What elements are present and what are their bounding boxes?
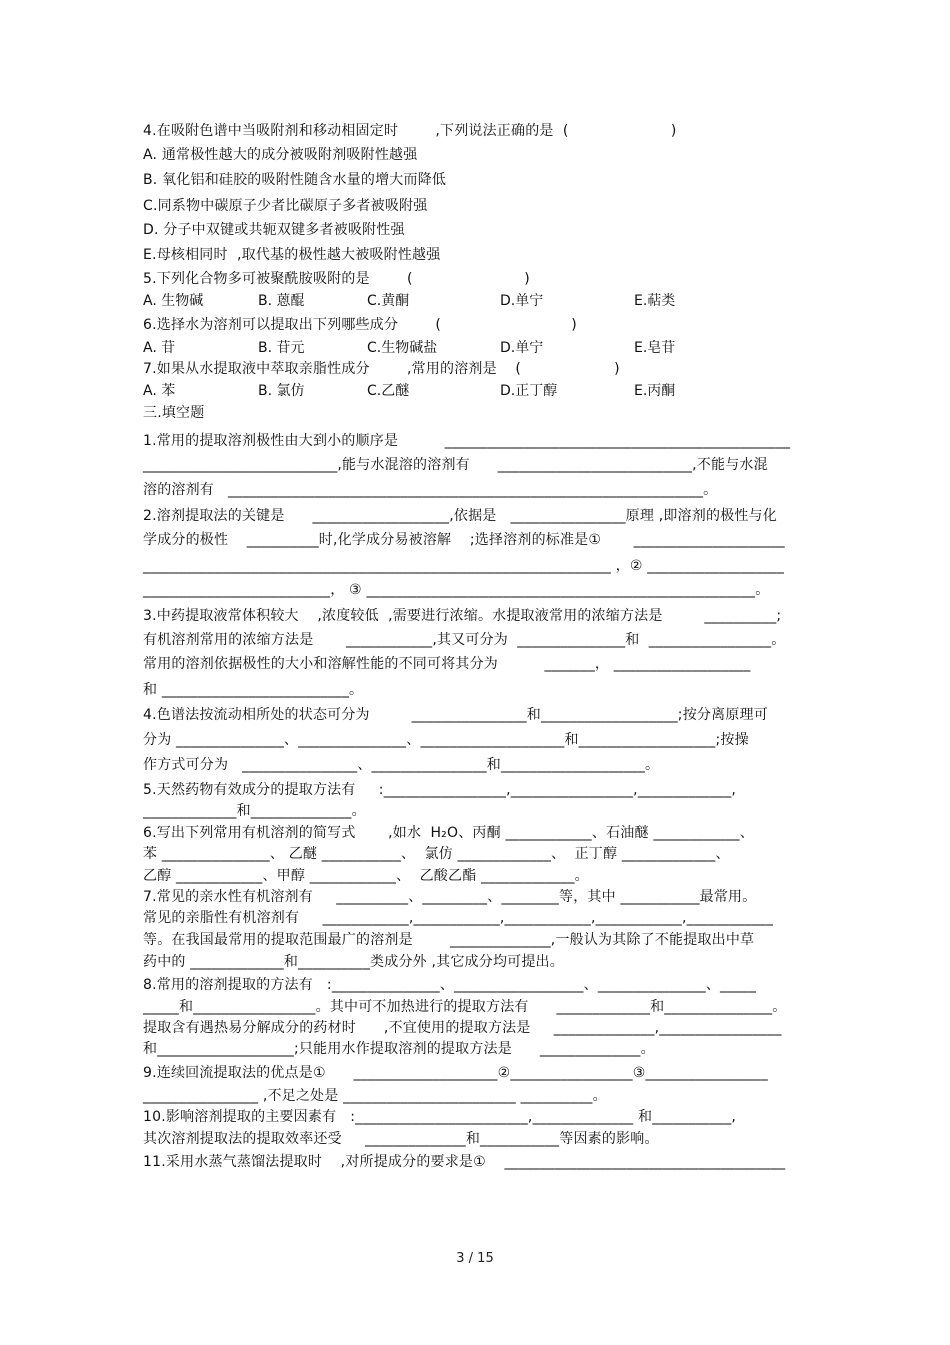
question-5-option-d: D.单宁	[500, 293, 544, 309]
page-number: 3 / 15	[456, 1251, 494, 1266]
question-4-option-a: A. 通常极性越大的成分被吸附剂吸附性越强	[143, 147, 418, 163]
question-5-options	[0, 292, 950, 310]
question-5-stem: 5.下列化合物多可被聚酰胺吸附的是 ( )	[143, 271, 530, 287]
fill-line: ___________________________,能与水混溶的溶剂有 ___________________________,不能与水混	[143, 457, 768, 473]
question-7-option-b: B. 氯仿	[258, 383, 305, 399]
fill-line: 分为 _______________、_______________、____________________和___________________;按操	[143, 732, 749, 748]
question-4-option-d: D. 分子中双键或共轭双键多者被吸附性强	[143, 222, 405, 238]
fill-line: 1.常用的提取溶剂极性由大到小的顺序是 ________________________________________________	[143, 433, 791, 449]
fill-line: 7.常见的亲水性有机溶剂有 __________、_________、________等，其中 ___________最常用。	[143, 889, 757, 905]
fill-line: 10.影响溶剂提取的主要因素有 :________________________,______________ 和___________,	[143, 1109, 737, 1125]
fill-line: 提取含有遇热易分解成分的药材时 ,不宜使用的提取方法是 ______________,_________________	[143, 1020, 782, 1036]
question-5-option-a: A. 生物碱	[143, 293, 204, 309]
question-6-option-e: E.皂苷	[634, 340, 676, 356]
fill-line: 溶的溶剂有 __________________________________________________________________。	[143, 482, 718, 498]
fill-line: 8.常用的溶剂提取的方法有 :_______________、__________________、_______________、_____	[143, 977, 757, 993]
question-4-option-c: C.同系物中碳原子少者比碳原子多者被吸附强	[143, 198, 428, 214]
fill-line: 等。在我国最常用的提取范围最广的溶剂是 ______________,一般认为其除了不能提取出中草	[143, 932, 755, 948]
question-6-option-d: D.单宁	[500, 340, 544, 356]
question-6-stem: 6.选择水为溶剂可以提取出下列哪些成分 ( )	[143, 317, 577, 333]
question-6-option-c: C.生物碱盐	[367, 340, 438, 356]
fill-line: 9.连续回流提取法的优点是① ____________________②_________________③_________________	[143, 1065, 768, 1081]
fill-line: 苯 _______________、 乙醚 ___________、 氯仿 _____________、 正丁醇 _____________、	[143, 846, 730, 862]
question-6-options	[0, 339, 950, 357]
fill-line: 3.中药提取液常体积较大 ,浓度较低 ,需要进行浓缩。水提取液常用的浓缩方法是 __________;	[143, 608, 782, 624]
question-7-option-d: D.正丁醇	[500, 383, 558, 399]
fill-line: 2.溶剂提取法的关键是 ___________________,依据是 ________________原理 ,即溶剂的极性与化	[143, 508, 777, 524]
fill-line: _____________和______________。	[143, 803, 366, 819]
fill-line: 和___________________;只能用水作提取溶剂的提取方法是 ______________。	[143, 1041, 655, 1057]
question-6-option-b: B. 苷元	[258, 340, 305, 356]
fill-line: 作方式可分为 ________________、________________和____________________。	[143, 757, 660, 773]
fill-line: 学成分的极性 __________时,化学成分易被溶解 ;选择溶剂的标准是① _____________________	[143, 532, 785, 548]
fill-line: _________________________________________________________________ ，② ___________________	[143, 558, 785, 574]
question-7-option-e: E.丙酮	[634, 383, 676, 399]
fill-line: 和 __________________________。	[143, 682, 364, 698]
question-5-option-e: E.萜类	[634, 293, 676, 309]
question-5-option-b: B. 蒽醌	[258, 293, 305, 309]
fill-line: 5.天然药物有效成分的提取方法有 :_________________,_________________,_____________,	[143, 782, 737, 798]
section-3-title: 三.填空题	[143, 405, 205, 421]
fill-line: 常见的亲脂性有机溶剂有 ____________,____________,____________,____________,____________	[143, 910, 774, 926]
fill-line: 常用的溶剂依据极性的大小和溶解性能的不同可将其分为 _______， ___________________	[143, 656, 751, 672]
question-4-option-e: E.母核相同时 ,取代基的极性越大被吸附性越强	[143, 247, 441, 263]
fill-line: 其次溶剂提取法的提取效率还受 ______________和___________等因素的影响。	[143, 1131, 659, 1147]
question-6-option-a: A. 苷	[143, 340, 176, 356]
question-7-options	[0, 382, 950, 400]
fill-line: 11.采用水蒸气蒸馏法提取时 ,对所提成分的要求是① _______________________________________	[143, 1154, 786, 1170]
fill-line: 4.色谱法按流动相所处的状态可分为 ________________和___________________;按分离原理可	[143, 707, 768, 723]
question-5-option-c: C.黄酮	[367, 293, 410, 309]
question-4-option-b: B. 氧化铝和硅胶的吸附性随含水量的增大而降低	[143, 172, 447, 188]
question-4-stem: 4.在吸附色谱中当吸附剂和移动相固定时 ,下列说法正确的是 ( )	[143, 123, 677, 139]
question-7-option-a: A. 苯	[143, 383, 176, 399]
fill-line: 6.写出下列常用有机溶剂的简写式 ,如水 H₂O、丙酮 ____________、石油醚 ____________、	[143, 825, 754, 841]
fill-line: 有机溶剂常用的浓缩方法是 ____________,其又可分为 _______________和 _________________。	[143, 632, 786, 648]
fill-line: __________________________， ③ ______________________________________________________。	[143, 582, 770, 598]
fill-line: ________________ ,不足之处是 ________________________ __________。	[143, 1088, 607, 1104]
fill-line: _____和_________________。其中可不加热进行的提取方法有 _____________和_______________。	[143, 999, 787, 1015]
fill-line: 药中的 _____________和__________类成分外 ,其它成分均可提出。	[143, 954, 564, 970]
question-7-stem: 7.如果从水提取液中萃取亲脂性成分 ,常用的溶剂是 ( )	[143, 361, 620, 377]
fill-line: 乙醇 ____________、甲醇 ____________、 乙酸乙酯 _____________。	[143, 868, 589, 884]
question-7-option-c: C.乙醚	[367, 383, 410, 399]
